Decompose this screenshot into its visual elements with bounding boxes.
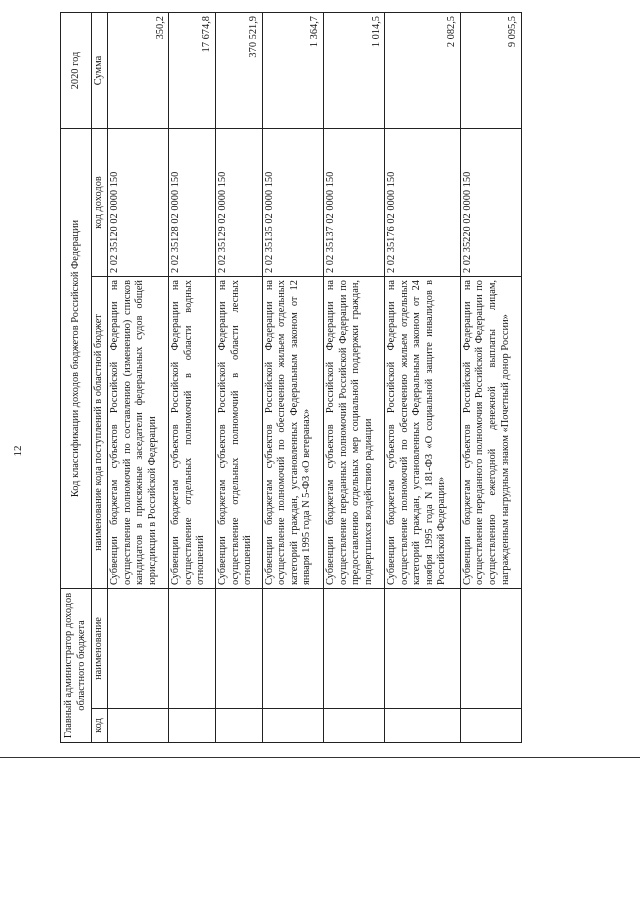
revenue-code: 2 02 35129 02 0000 150: [215, 129, 262, 277]
table-row: [460, 13, 521, 743]
revenue-sum: 370 521,9: [215, 13, 262, 129]
admin-code-cell: [215, 709, 262, 743]
revenue-sum: 1 014,5: [323, 13, 384, 129]
admin-name-cell: [460, 589, 521, 709]
header-classification: Код классификации доходов бюджетов Российской Федерации: [61, 129, 92, 589]
revenue-description: Субвенции бюджетам субъектов Российской Федерации на осуществление отдельных полномочий в области водных отношений: [169, 277, 216, 589]
revenue-sum: 9 095,5: [460, 13, 521, 129]
admin-name-cell: [169, 589, 216, 709]
subheader-sum: Сумма: [92, 13, 108, 129]
admin-name-cell: [108, 589, 169, 709]
table-row: [215, 13, 262, 743]
rotated-table-container: [60, 13, 522, 743]
subheader-code: код: [92, 709, 108, 743]
subheader-revenue-code: код доходов: [92, 129, 108, 277]
header-year: 2020 год: [61, 13, 92, 129]
admin-name-cell: [215, 589, 262, 709]
subheader-revenue-name: наименование кода поступлений в областной бюджет: [92, 277, 108, 589]
subheader-name: наименование: [92, 589, 108, 709]
admin-name-cell: [385, 589, 461, 709]
revenue-description: Субвенции бюджетам субъектов Российской Федерации на осуществление переданных полномочий Российской Федерации по предоставлению отдельных мер социальной поддержки граждан, подвергшихся воздействию радиации: [323, 277, 384, 589]
horizontal-rule: [0, 757, 640, 758]
revenue-sum: 350,2: [108, 13, 169, 129]
admin-code-cell: [169, 709, 216, 743]
revenue-description: Субвенции бюджетам субъектов Российской Федерации на осуществление полномочий по обеспечению жильем отдельных категорий граждан, установленных Федеральным законом от 12 января 1995 года N 5-ФЗ «О ветеранах»: [262, 277, 323, 589]
revenue-sum: 2 082,5: [385, 13, 461, 129]
header-row-2: [92, 13, 108, 743]
table-row: [385, 13, 461, 743]
revenue-description: Субвенции бюджетам субъектов Российской Федерации на осуществление отдельных полномочий в области лесных отношений: [215, 277, 262, 589]
revenue-code: 2 02 35120 02 0000 150: [108, 129, 169, 277]
table-row: [323, 13, 384, 743]
revenue-description: Субвенции бюджетам субъектов Российской Федерации на осуществление полномочий по составлению (изменению) списков кандидатов в присяжные заседатели федеральных судов общей юрисдикции в Российской Федерации: [108, 277, 169, 589]
revenue-code: 2 02 35137 02 0000 150: [323, 129, 384, 277]
table-row: [108, 13, 169, 743]
table-row: [262, 13, 323, 743]
revenue-code: 2 02 35128 02 0000 150: [169, 129, 216, 277]
table-row: [169, 13, 216, 743]
header-admin: Главный администратор доходов областного бюджета: [61, 589, 92, 743]
admin-name-cell: [262, 589, 323, 709]
admin-code-cell: [460, 709, 521, 743]
revenue-code: 2 02 35135 02 0000 150: [262, 129, 323, 277]
revenue-table: [60, 12, 522, 743]
header-row-1: [61, 13, 92, 743]
revenue-description: Субвенции бюджетам субъектов Российской Федерации на осуществление переданного полномочия Российской Федерации по осуществлению ежегодной денежной выплаты лицам, награжденным нагрудным знаком «Почетный донор России»: [460, 277, 521, 589]
revenue-code: 2 02 35220 02 0000 150: [460, 129, 521, 277]
revenue-description: Субвенции бюджетам субъектов Российской Федерации на осуществление полномочий по обеспечению жильем отдельных категорий граждан, установленных Федеральным законом от 24 ноября 1995 года N 181-ФЗ «О социальной защите инвалидов в Российской Федерации»: [385, 277, 461, 589]
admin-code-cell: [108, 709, 169, 743]
revenue-code: 2 02 35176 02 0000 150: [385, 129, 461, 277]
admin-name-cell: [323, 589, 384, 709]
admin-code-cell: [262, 709, 323, 743]
page-number: 12: [12, 445, 24, 457]
revenue-sum: 17 674,8: [169, 13, 216, 129]
admin-code-cell: [385, 709, 461, 743]
admin-code-cell: [323, 709, 384, 743]
revenue-sum: 1 364,7: [262, 13, 323, 129]
